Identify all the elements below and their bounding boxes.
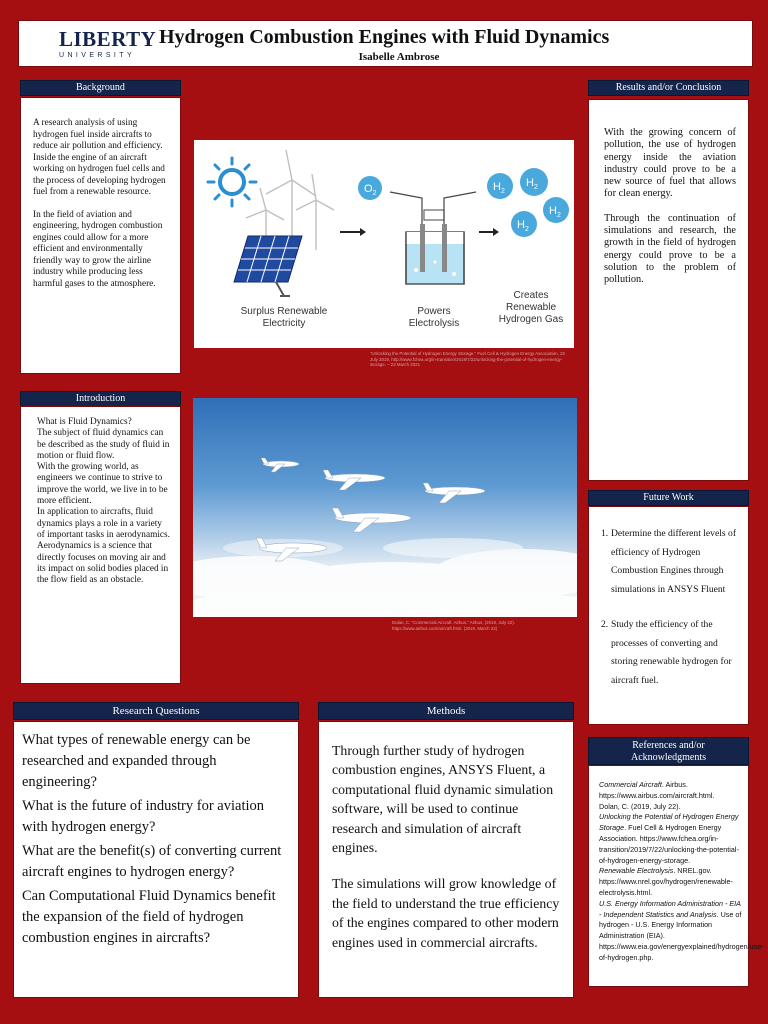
methods-paragraph: Through further study of hydrogen combustion engines, ANSYS Fluent, a computational fluid dynamic simulation software, will be used to continue research and simulation of aircraft engines. <box>332 743 554 856</box>
list-item-number: 2. <box>601 619 609 630</box>
research-question: What are the benefit(s) of converting current aircraft engines to hydrogen energy? <box>22 843 282 880</box>
introduction-heading: Introduction <box>20 391 181 407</box>
methods-paragraph: The simulations will grow knowledge of the field to understand the true efficiency of the engines compared to other modern engines used in commercial aircrafts. <box>332 876 560 950</box>
results-panel <box>588 99 749 481</box>
results-paragraph: Through the continuation of simulations and research, the growth in the field of hydrogen energy could prove to be a solution to the problem of pollution. <box>604 212 736 286</box>
future-work-panel <box>588 506 749 725</box>
introduction-line: Aerodynamics is a science that directly focuses on moving air and its impact on solid bodies placed in the flow field as an obstacle. <box>37 541 169 586</box>
future-work-heading: Future Work <box>588 490 749 506</box>
future-work-list <box>601 525 740 690</box>
electrolysis-label: Powers Electrolysis <box>408 306 460 329</box>
poster-title: Hydrogen Combustion Engines with Fluid Dynamics <box>159 26 610 48</box>
figure1-caption: "Unlocking the Potential of Hydrogen Energy Storage." Fuel Cell & Hydrogen Energy Association, 22 July 2019, http://www.fchea.org/in-transition/2019/7/22/unlocking-the-potential-of-hydrogen-energy-storage. – 23 March 2021 <box>370 351 565 368</box>
references-heading: References and/or Acknowledgments <box>588 737 749 765</box>
oxygen-bubble-icon <box>358 176 382 200</box>
hydrogen-bubble-icon <box>520 168 548 196</box>
background-paragraph: A research analysis of using hydrogen fuel inside aircrafts to reduce air pollution and efficiency. Inside the engine of an aircraft working on hydrogen fuel cells and the process of developing hydrogen fuel from a renewable resource. <box>33 118 166 197</box>
hydrogen-bubble-icon <box>511 211 537 237</box>
sun-icon <box>208 158 256 206</box>
electrolysis-figure <box>194 140 574 348</box>
introduction-line: With the growing world, as engineers we continue to strive to improve the world, we live in to be more efficient. <box>37 462 168 507</box>
reference-text: Dolan, C. (2019, July 22). <box>599 801 681 811</box>
o2-letter: O <box>364 183 373 195</box>
introduction-line: The subject of fluid dynamics can be described as the study of fluid in motion or fluid flow. <box>37 428 170 461</box>
list-item <box>601 616 740 690</box>
renewable-electricity-label: Surplus Renewable Electricity <box>240 306 328 329</box>
reference-text: . Use of hydrogen - U.S. Energy Information Administration (EIA). https://www.eia.gov/energyexplained/hydrogen/use-of-hydrogen.php. <box>599 909 764 962</box>
results-paragraph: With the growing concern of pollution, the use of hydrogen energy inside the aviation industry could prove to be a new source of fuel that allows for clean energy. <box>604 127 736 200</box>
reference-title: Renewable Electrolysis <box>599 866 674 876</box>
airplane-icon <box>332 508 411 532</box>
h2-subscript: 2 <box>524 226 529 233</box>
research-question: What is the future of industry for aviation with hydrogen energy? <box>22 798 265 835</box>
results-heading: Results and/or Conclusion <box>588 80 749 96</box>
introduction-line: In application to aircrafts, fluid dynamics plays a role in a variety of important tasks in aerodynamics. <box>37 507 170 540</box>
airplane-icon <box>323 470 385 490</box>
reference-text: . NREL.gov. https://www.nrel.gov/hydrogen/renewable-electrolysis.html. <box>599 866 733 897</box>
solar-panel-icon <box>234 236 302 296</box>
aircraft-photo <box>193 398 577 617</box>
h2-letter: H <box>493 181 501 193</box>
arrow-icon <box>479 228 499 236</box>
list-item <box>601 525 740 599</box>
research-questions-panel <box>13 721 299 998</box>
references-panel <box>588 765 764 987</box>
reference-text: . Fuel Cell & Hydrogen Energy Association. https://www.fchea.org/in-transition/2019/7/22/unlocking-the-potential-of-hydrogen-energy-storage. <box>599 823 739 865</box>
electrolysis-beaker-icon <box>406 210 464 284</box>
liberty-logo <box>59 27 157 60</box>
airplane-icon <box>423 483 485 503</box>
background-paragraph: In the field of aviation and engineering, hydrogen combustion engines could allow for a more efficient and environmentally friendly way to grow the airline industry while producing less harmful gases to the atmosphere. <box>33 209 163 289</box>
reference-entry <box>599 898 764 964</box>
h2-subscript: 2 <box>556 212 561 219</box>
hydrogen-bubble-icon <box>543 197 569 223</box>
research-question: Can Computational Fluid Dynamics benefit the expansion of the field of hydrogen combustion engines in aircrafts? <box>22 888 276 946</box>
list-item-text: Study the efficiency of the processes of converting and storing renewable hydrogen for aircraft fuel. <box>611 619 732 686</box>
research-questions-heading: Research Questions <box>13 702 299 720</box>
introduction-panel <box>20 406 181 684</box>
title-bar <box>18 20 753 67</box>
logo-sub-text: UNIVERSITY <box>59 52 136 59</box>
reference-entry <box>599 780 742 802</box>
poster-author: Isabelle Ambrose <box>358 51 440 63</box>
list-item-number: 1. <box>601 528 609 539</box>
reference-text: . Airbus. https://www.airbus.com/aircraft.html. <box>599 780 715 800</box>
arrow-icon <box>340 228 366 236</box>
h2-letter: H <box>517 219 525 231</box>
background-heading: Background <box>20 80 181 96</box>
background-panel <box>20 97 181 374</box>
logo-main-text: LIBERTY <box>59 27 157 51</box>
h2-letter: H <box>526 177 534 189</box>
methods-heading: Methods <box>318 702 574 720</box>
list-item-text: Determine the different levels of efficiency of Hydrogen Combustion Engines through simulations in ANSYS Fluent <box>611 528 737 595</box>
h2-subscript: 2 <box>533 184 538 191</box>
figure2-caption: Dolan, C. "Commercial Aircraft. Airbus." Airbus, (2019, July 22). https://www.airbus.com/aircraft.html. (2019, March 23) <box>392 620 515 631</box>
hydrogen-gas-label: Creates Renewable Hydrogen Gas <box>498 290 564 325</box>
h2-subscript: 2 <box>500 188 505 195</box>
research-question: What types of renewable energy can be researched and expanded through engineering? <box>22 732 251 790</box>
introduction-line: What is Fluid Dynamics? <box>37 417 132 427</box>
methods-panel <box>318 721 574 998</box>
airplane-icon <box>261 458 299 472</box>
reference-entry <box>599 802 742 813</box>
reference-title: U.S. Energy Information Administration - EIA - Independent Statistics and Analysis <box>599 898 741 919</box>
h2-letter: H <box>549 205 557 217</box>
reference-title: Commercial Aircraft <box>599 780 662 789</box>
reference-entry <box>599 812 742 866</box>
aircraft-photo-illustration <box>193 398 577 617</box>
reference-entry <box>599 866 742 898</box>
o2-subscript: 2 <box>372 190 377 197</box>
reference-title: Unlocking the Potential of Hydrogen Energy Storage <box>599 812 739 833</box>
hydrogen-bubble-icon <box>487 173 513 199</box>
